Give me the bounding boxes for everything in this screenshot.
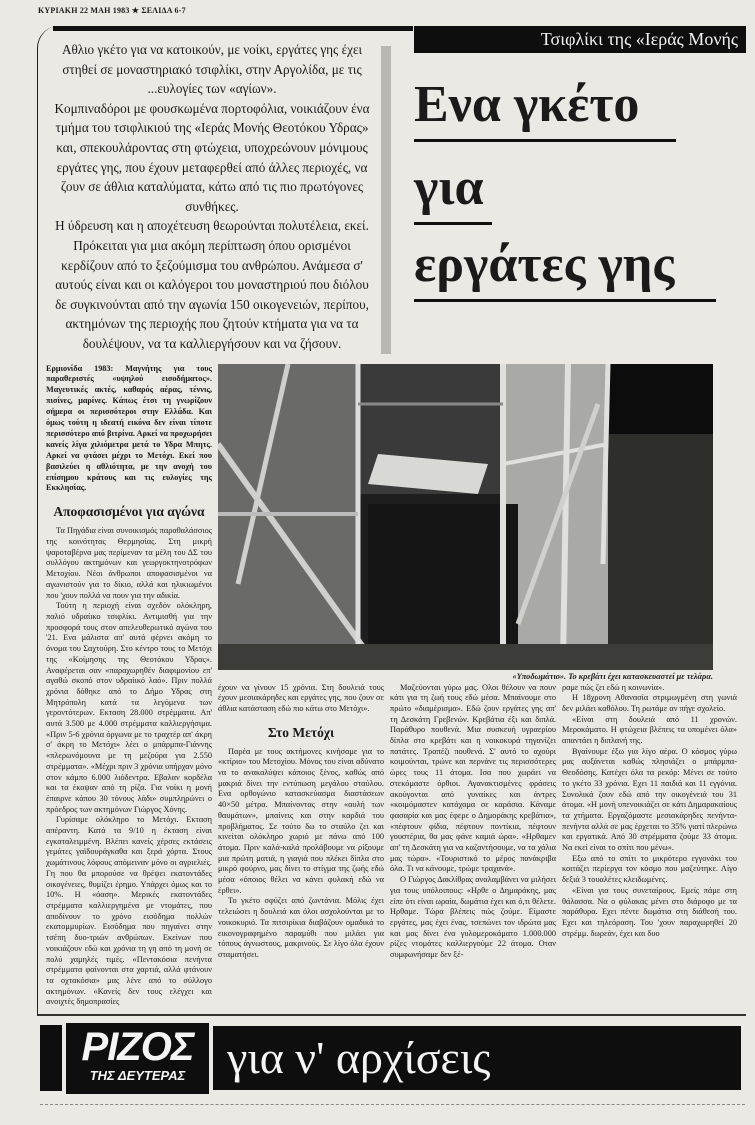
greenhouse-photo — [218, 364, 713, 670]
body-paragraph: Τα Πηγάδια είναι συνοικισμός παραθαλάσσιος της κοινότητας Θερμησίας. Στη μικρή ψαροταβέρνα μας περίμεναν τα μέλη του ΔΣ του συλλόγου ακτημόνων και γεωργοκτηνοτρόφων Μετοχίου. Νέοι άνθρωποι αποφασισμένοι να αγωνιστούν για το δίκιο, αλλά και ηλικιωμένοι που 'χουν πολλά να πουν για την αδικία. — [46, 526, 212, 600]
headline-rule — [414, 139, 676, 142]
intro-paragraph: Αθλιο γκέτο για να κατοικούν, με νοίκι, εργάτες γης έχει στηθεί σε μοναστηριακό τσιφλίκι, στην Αργολίδα, με τις ...ευλογίες των «αγίων». — [61, 42, 363, 97]
lead-paragraph: Ερμιονίδα 1983: Μαγνήτης για τους παραθεριστές «υψηλού εισοδήματος». Μαγευτικές ακτές, καθαρός αέρας, τέννις, πισίνες, μαρίνες. Κάπως έτσι τη γνωρίζουν σήμερα οι περισσότεροι στην Ελλάδα. Και όμως τούτη η ιδεατή εικόνα δεν είναι τίποτε περισσότερο από βιτρίνα. Αρκεί να προχωρήσει κανείς λίγα χιλιόμετρα μετά το Υδρα Μπητς. Αρκεί να φτάσει μέχρι το Μετόχι. Εκεί που βασιλεύει η αθλιότητα, με την ανοχή του επίσημου κράτους και τις ευλογίες της Εκκλησίας. — [46, 363, 212, 493]
body-paragraph: Εξω από το σπίτι το μικρότερο εγγονάκι του κοιτάζει περίεργα τον κόσμο που μαζεύτηκε. Λίγο δεξιά 3 τουαλέτες κλειδωμένες. — [562, 853, 737, 885]
article-frame — [37, 26, 746, 1016]
body-paragraph: «Είναι για τους συνεταίρους. Εμείς πάμε στη θάλασσα. Να ο φύλακας μένει στο διάροφο με τα παράθυρα. Εχει πέντε δωμάτια στη διάθεσή του. Εχει και τηλεόραση. Του 'χουν παραχωρηθεί 20 στρέμμ. δωρεάν, έχει και δυο — [562, 885, 737, 938]
intro-text — [48, 40, 376, 354]
subheading: Στο Μετόχι — [267, 724, 335, 740]
top-section — [38, 26, 746, 354]
intro-paragraph: Κομπιναδόροι με φουσκωμένα πορτοφόλια, νοικιάζουν ένα τμήμα του τσιφλικιού της «Ιεράς Μονής Θεοτόκου Υδρας» και, σπεκουλάροντας στη φτώχεια, υποχρεώνουν μόνιμους εργάτες γης, που έχουν μεταφερθεί από άλλες περιοχές, να ζουν σε άθλια καταλύματα, κάτω από τις πιο πρωτόγονες συνθήκες. — [54, 100, 370, 214]
body-paragraph: έχουν να γίνουν 15 χρόνια. Στη δουλειά τους έχουν μεσιακάρηδες και εργάτες γης, που ζουν σε άθλια κατάσταση εδώ πιο κάτω στο Μετόχι». — [218, 682, 384, 713]
intro-paragraph: Η ύδρευση και η αποχέτευση θεωρούνται πολυτέλεια, εκεί. Πρόκειται για μια ακόμη περίπτωση όπου ορισμένοι κερδίζουν από το ξεζούμισμα του ανθρώπου. Ανάμεσα σ' αυτούς είναι και οι καλόγεροι του μοναστηριού που διόλου δε συγκινούνται από την αγωνία 150 οικογενειών, περίπου, ακτημόνων της περιοχής που ζητούν κτήματα για να τα δουλέψουν, να τα καλλιεργήσουν και να ζήσουν. — [55, 218, 369, 351]
rizos-logo — [66, 1023, 209, 1094]
column-4 — [562, 683, 737, 940]
left-column — [46, 364, 212, 1009]
logo-title: ΡΙΖΟΣ — [81, 1024, 194, 1069]
body-paragraph: Μαζεύονται γύρω μας. Ολοι θέλουν να πουν κάτι για τη ζωή τους εδώ μέσα. Μπαίνουμε στο πρώτο «διαμέρισμα». Εδώ ζουν εργάτες γης απ' τη Δεσκάτη Γρεβενών. Κρεβάτια έξι και διπλά. Παράθυρο πουθενά. Μια συσκευή υγραερίου δίπλα στο κρεβάτι και η νοικοκυρά τηγανίζει πατάτες. Τραπέζι πουθενά. Σ' αυτό το αχούρι κοιμούνται, τρώνε και περνάνε τις περισσότερες ώρες τους 11 άτομα. Ισα που χωράει να στεκόμαστε όρθιοι. Αγανακτισμένες φράσεις ακούγονται από γυναίκες και άντρες «κοιμόμαστεν κατάχαμα σε καράσια. Κάναμε φασαρία και μας έφερε ο Δημοράκης κρεβάτια», «πέφτουν φίδια, πέφτουν ποντίκια, πέφτουν γουστέρια, θα μας φάνε καμιά ώρα». «Ηρθαμεν απ' τη Δεσκάτη για να καζαντήσουμε, να τα χάλια μας τώρα». «Τουριστικό το μέρος πανάκριβα όλα. Τι να κάνουμε, τρώμε τραχανά». — [390, 682, 556, 874]
photo-image — [218, 364, 713, 670]
top-rule — [53, 26, 413, 31]
headline-rule — [414, 222, 492, 225]
grey-bar — [381, 46, 391, 354]
headline-line: εργάτες γης — [414, 236, 675, 293]
body-paragraph: «Είναι στη δουλειά από 11 χρονών. Μεροκάματο. Η φτώχεια βλέπεις τα υπομένει όλα» απαντάει η διπλανή της. — [562, 714, 737, 746]
column-3 — [390, 683, 556, 961]
kicker: Τσιφλίκι της «Ιεράς Μονής — [414, 26, 746, 53]
body-paragraph: Γυρίσαμε ολόκληρο το Μετόχι. Εκταση απέραντη. Κατά τα 9/10 η έκταση είναι εγκαταλειμμένη. Βλέπει κανείς χέρσες εκτάσεις γεμάτες γαϊδουράγκαθα και ξερά χόρτα. Στους χωμάτινους λόφους απόμειναν μόνο οι αγριελιές. Γη που θα μπορούσε να θρέψει εκατοντάδες οικογένειες, θυμίζει έρημο. Υπάρχει όμως και το 10%. Η «όαση». Μερικές εκατοντάδες στρέμματα καλλιεργημένα με ντομάτες, που αποδίνουν το χρόνο εισόδημα πολλών εκατομμυρίων. Εισόδημα που πηγαίνει στην τσέπη δυο-τριών ανθρώπων. Εκείνων που νοικιάζουν εδώ και χρόνια τη γη από τη μονή σε πολύ χαμηλές τιμές. «Πεντακόσια πενήντα στρέμματα φαίνονται στα χαρτιά, αλλά φτάνουν τα οχτακόσια» μας λένε από το σύλλογο ακτημόνων. «Κανείς δεν τους ελέγχει και ανοιχτές δημοπρασίες — [46, 815, 212, 1007]
body-paragraph: ραμε πώς ζει εδώ η κοινωνία». — [562, 682, 665, 692]
subheading: Αποφασισμένοι για αγώνα — [53, 504, 205, 520]
headline-line: Ενα γκέτο — [414, 76, 640, 133]
body-paragraph: Παρέα με τους ακτήμονες κινήσαμε για το «κτίριο» του Μετοχίου. Μόνος του είναι αδύνατο να το ανακαλύψει κάποιος ξένος, καθώς από μακριά δίνει την εντύπωση μεγάλου σταύλου. Ενα ορθογώνιο κατασκεύασμα διαστάσεων 40×50 μέτρα. Μπαίνοντας στην «αυλή των θαυμάτων», μπαίνεις και στην καρδιά του προβλήματος. Σε τούτο δω το σταύλο ζει και κινείται ολόκληρο χωριό με πάνω από 100 άτομα. Πριν καλά-καλά προλάβουμε να ρίξουμε μια πρώτη ματιά, η γιαγιά που πλέκει δίπλα στο μικρό φούρνο, μας δίνει το στίγμα της ζωής εδώ μέσα «όποιος θέλει να κάνει φυλακή εδώ να έρθει». — [218, 746, 384, 895]
dateline: ΚΥΡΙΑΚΗ 22 ΜΑΗ 1983 ★ ΣΕΛΙΔΑ 6-7 — [38, 6, 186, 15]
column-2 — [218, 683, 384, 961]
body-paragraph: Το γκέτο σφύζει από ζωντάνια. Μόλις έχει τελειώσει η δουλειά και όλοι ασχολούνται με το νοικοκυριό. Τα πιτσιρίκια διαβάζουν ομαδικά το εικονογραφημένο παραμύθι που μιλάει για τόπους άγνωστους, μακρινούς. Σε λίγο όλα έχουν σταματήσει. — [218, 896, 384, 959]
right-area — [218, 364, 743, 961]
photo-caption: «Υποδωμάτιο». Το κρεβάτι έχει κατασκευαστεί με τελάρα. — [512, 671, 713, 681]
logo-subtitle: ΤΗΣ ΔΕΥΤΕΡΑΣ — [89, 1067, 186, 1083]
column-2-top — [218, 683, 384, 715]
banner-slogan: για ν' αρχίσεις — [213, 1026, 741, 1090]
cut-line — [40, 1104, 745, 1105]
body-paragraph: Βγαίνουμε έξω για λίγο αέρα. Ο κόσμος γύρω μας αυξάνεται καθώς πλησιάζει ο μπάρμπα-Θεοδόσης. Κατέχει όλα τα ρεκόρ: Μένει σε τούτο το γκέτο 33 χρόνια. Εχει 11 παιδιά και 11 εγγόνια. Συνολικά ζουν εδώ από την οικογένειά του 31 άτομα. «Η μονή υπενοικιάζει σε κάτι Δημαρακαίους τα χτήματα. Εργαζόμαστε μεσιακάρηδες πενήντα-πενήντα αλλά σε μας έρχεται το 35% γιατί πλερώνω και εργατικά. Από 30 στρέμματα ζούμε 33 άτομα. Να εκεί είναι το σπίτι που μένω». — [562, 746, 737, 853]
body-paragraph: Τούτη η περιοχή είναι σχεδόν ολόκληρη, παλιό υδραίικο τσιφλίκι. Αντιμισθή για την προσφορά τους στον απελευθερωτικό αγώνα του '21. Ενα μάλιστα απ' αυτά φέρνει ακόμη το όνομα του Σαχτούρη. Στο κέντρο τους το Μετόχι της «Κοίμησης της Θεοτόκου Υδρας». Αναφέρεται σαν «παραχωρηθέν διαφιμονίου επ' αγαθώ σκοπό στον υδραίικό λαό». Πριν πολλά χρόνια δόθηκε από το Δήμο Υδρας στη Μητρόπολη κατά τα λεγόμενα των γεροντότερων. Εκταση 28.000 στρέμματα. Απ' αυτά 3.500 με 4.000 στρέμματα καλλιεργήσιμα. «Πριν 5-6 χρόνια όργωνα με το τραχτέρ απ' άκρη σ' άκρη το Μετόχι» λέει ο μπάρμπα-Γιάννης «πλερωνόμουνα με τη μεζούρα για 2.550 στρέμματα». «Μέχρι πριν 3 χρόνια υπήρχαν μόνο στον κάμπο 6.000 λιόδεντρα. Εβαλαν κορδέλα και τα έκοψαν από τη ρίζα. Για νοίκι η μονή έπαιρνε κάπου 30 τόνους λάδι» συμπληρώνει ο πρόεδρος των ακτημόνων Γιώργος Χόνης. — [46, 601, 212, 814]
main-section — [38, 364, 746, 1009]
banner-block — [40, 1025, 62, 1091]
headline-rule — [414, 299, 716, 302]
column-1 — [46, 526, 212, 1008]
column-2-body — [218, 747, 384, 961]
body-paragraph: Ο Γιώργος Δακλίθρας αναλαμβάνει να μιλήσει για τους υπόλοιπους: «Ηρθε ο Δημαράκης, μας είπε ότι είναι ωραία, δωμάτια έχει και ό,τι θέλετε. Ηρθαμε. Τώρα βλέπεις πώς ζούμε. Είμαστε εργάτες, μας έχει ένας, τσεπώνει τον ιδρώτα μας και μας δίνει ένα γυλομεροκάματο 1.000.000 ρίζες ντομάτες καλλιεργούμε 22 άτομα. Οταν συμφωνήσαμε δεν ξέ- — [390, 875, 556, 960]
body-paragraph: Η 18χρονη Αθανασία στριμωγμένη στη γωνιά δεν μιλάει καθόλου. Τη ρωτάμε αν πήγε σχολείο. — [562, 693, 737, 713]
banner — [40, 1022, 755, 1094]
headline-block — [414, 26, 746, 302]
headline-line: για — [414, 159, 484, 216]
lower-columns — [218, 683, 743, 961]
